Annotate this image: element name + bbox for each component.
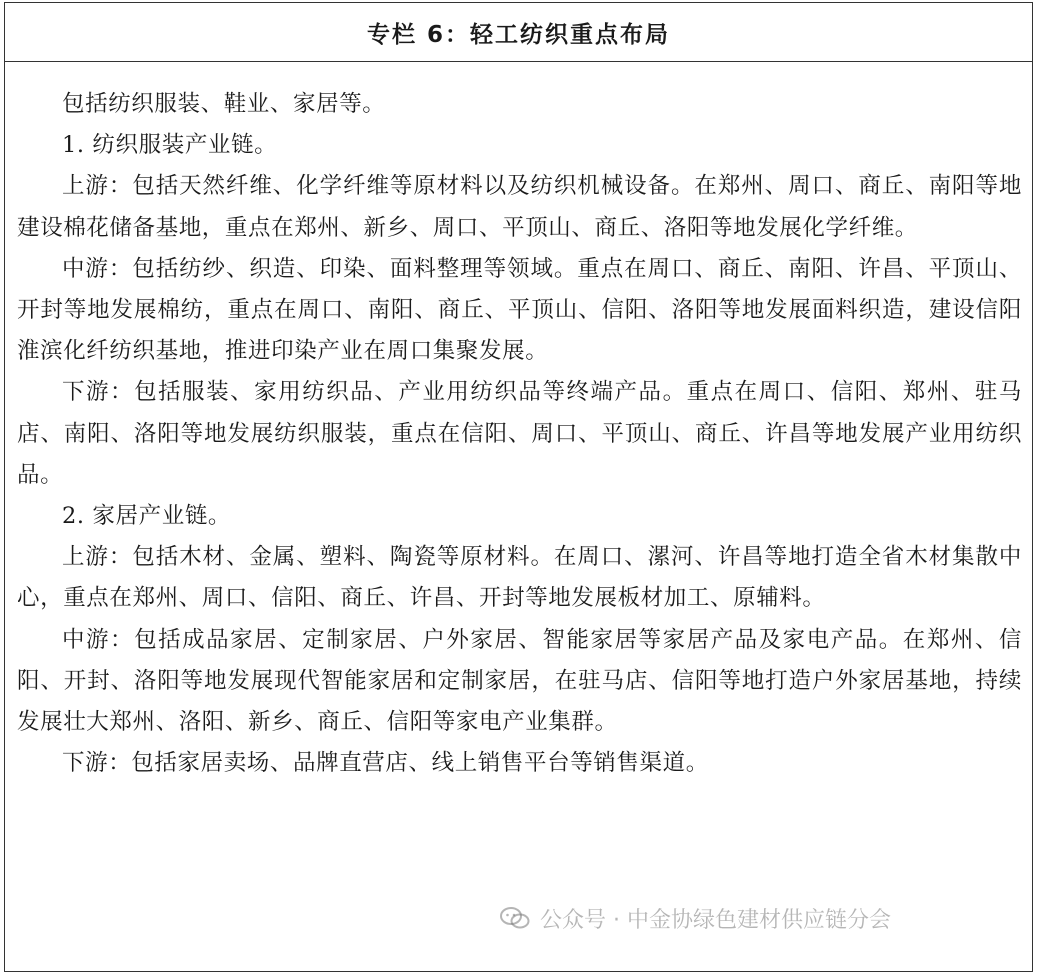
column-title: 专栏 6：轻工纺织重点布局 (5, 3, 1032, 62)
watermark (500, 896, 891, 940)
section-heading-textile: 1. 纺织服装产业链。 (62, 132, 278, 159)
section-heading-home: 2. 家居产业链。 (62, 503, 232, 530)
wechat-icon (500, 906, 530, 930)
textile-upstream-paragraph: 上游：包括天然纤维、化学纤维等原材料以及纺织机械设备。在郑州、周口、商丘、南阳等地建设棉花储备基地，重点在郑州、新乡、周口、平顶山、商丘、洛阳等地发展化学纤维。 (17, 173, 1022, 241)
home-midstream-paragraph: 中游：包括成品家居、定制家居、户外家居、智能家居等家居产品及家电产品。在郑州、信阳、开封、洛阳等地发展现代智能家居和定制家居，在驻马店、信阳等地打造户外家居基地，持续发展壮大郑州、洛阳、新乡、商丘、信阳等家电产业集群。 (17, 626, 1022, 736)
home-downstream-paragraph: 下游：包括家居卖场、品牌直营店、线上销售平台等销售渠道。 (62, 750, 709, 777)
watermark-text: 公众号 · 中金协绿色建材供应链分会 (540, 907, 891, 933)
intro-paragraph: 包括纺织服装、鞋业、家居等。 (62, 91, 386, 117)
textile-midstream-paragraph: 中游：包括纺纱、织造、印染、面料整理等领域。重点在周口、商丘、南阳、许昌、平顶山、开封等地发展棉纺，重点在周口、南阳、商丘、平顶山、信阳、洛阳等地发展面料织造，建设信阳淮滨化纤纺织基地，推进印染产业在周口集聚发展。 (17, 255, 1022, 365)
textile-downstream-paragraph: 下游：包括服装、家用纺织品、产业用纺织品等终端产品。重点在周口、信阳、郑州、驻马店、南阳、洛阳等地发展纺织服装，重点在信阳、周口、平顶山、商丘、许昌等地发展产业用纺织品。 (17, 379, 1022, 488)
column-body (5, 62, 1032, 784)
column-box (4, 2, 1033, 972)
home-upstream-paragraph: 上游：包括木材、金属、塑料、陶瓷等原材料。在周口、漯河、许昌等地打造全省木材集散中心，重点在郑州、周口、信阳、商丘、许昌、开封等地发展板材加工、原辅料。 (17, 544, 1022, 612)
